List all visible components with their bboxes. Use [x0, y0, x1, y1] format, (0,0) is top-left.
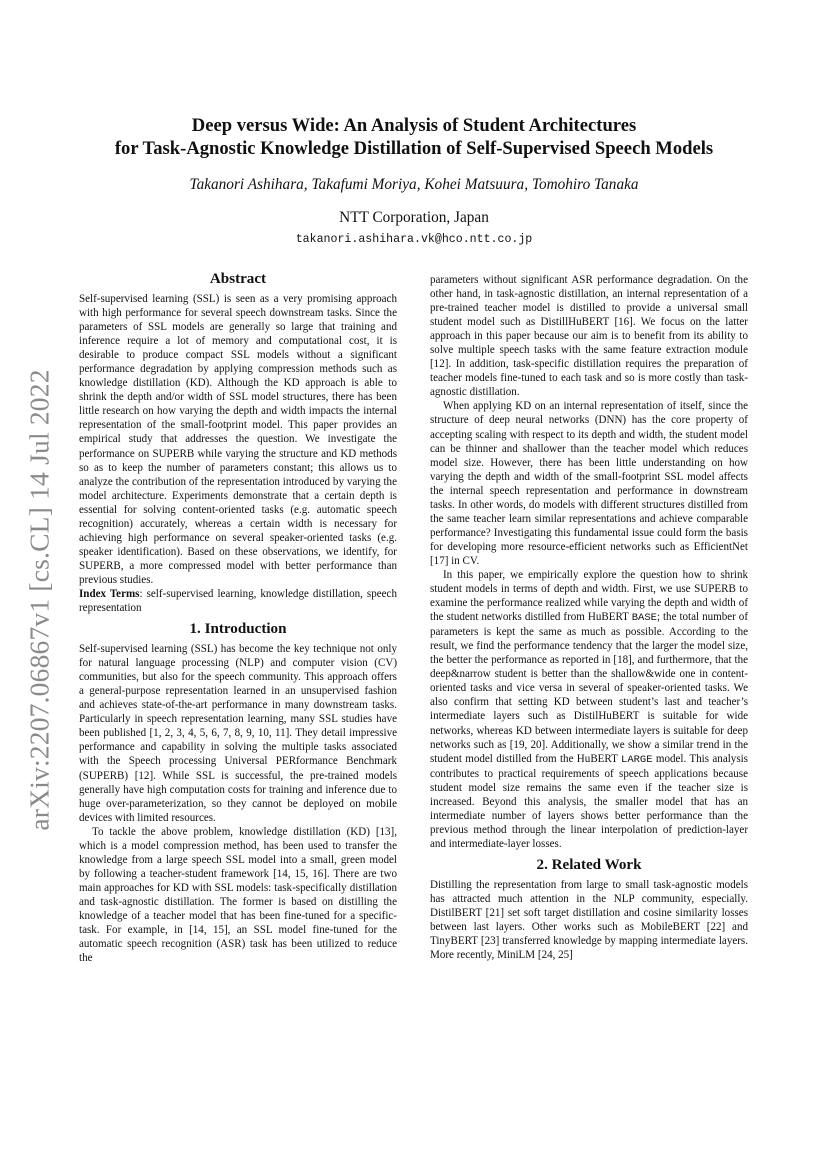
intro-p4-part-a: In this paper, we empirically explore the question how to shrink student models in terms of depth and width. First, we use SUPERB to examine the performance realized while varying the depth and width of the student networks distilled from HuBERT [430, 568, 748, 624]
index-terms-text: : self-supervised learning, knowledge distillation, speech representation [79, 587, 397, 615]
paper-title [80, 114, 748, 160]
related-work-paragraph-1: Distilling the representation from large to small task-agnostic models has attracted much attention in the NLP community, especially. DistilBERT [21] set soft target distillation and cosine similarity losses between last layers. Other works such as MobileBERT [22] and TinyBERT [23] transferred knowledge by mapping intermediate layers. More recently, MiniLM [24, 25] [430, 878, 748, 962]
intro-paragraph-1: Self-supervised learning (SSL) has become the key technique not only for natural language processing (NLP) and computer vision (CV) communities, but also for the speech community. This approach offers a general-purpose representation learned in an unsupervised fashion and achieves state-of-the-art performance in many downstream tasks. Particularly in speech representation learning, many SSL studies have been published [1, 2, 3, 4, 5, 6, 7, 8, 9, 10, 11]. They detail impressive performance and capability in solving the multiple tasks associated with the Speech processing Universal PERformance Benchmark (SUPERB) [12]. While SSL is successful, the pre-trained models generally have high computation costs for training and inference due to huge over-parameterization, so they cannot be deployed on mobile devices with limited resources. [79, 643, 397, 824]
intro-paragraph-2: To tackle the above problem, knowledge distillation (KD) [13], which is a model compression method, has been used to transfer the knowledge from a large speech SSL model into a small, green model by following a teacher-student framework [14, 15, 16]. There are two main approaches for KD with SSL models: task-specifically distillation and task-agnostic distillation. The former is based on distilling the knowledge of a teacher model that has been fine-tuned for a specific-task. For example, in [14, 15], an SSL model fine-tuned for the automatic speech recognition (ASR) task has been utilized to reduce the [79, 825, 397, 965]
author-list: Takanori Ashihara, Takafumi Moriya, Kohei Matsuura, Tomohiro Tanaka [189, 176, 639, 193]
intro-paragraph-4 [430, 568, 748, 851]
hubert-large-label: LARGE [621, 753, 653, 766]
intro-paragraph-3: When applying KD on an internal representation of itself, since the structure of deep neural networks (DNN) has the core property of accepting scaling with respect to its depth and width, the student model can be thinner and shallower than the teacher model which reduces model size. However, there has been little understanding on how varying the depth and width of the small-footprint SSL model affects the internal speech representation and performance in downstream tasks. In other words, do models with different structures distilled from the same teacher learn similar representations and achieve comparable performance? Investigating this fundamental issue could form the basis for developing more resource-efficient networks such as EfficientNet [17] in CV. [430, 400, 748, 567]
intro-p4-part-c: model. This analysis contributes to practical requirements of speech applications because student model size remains the same even if the teacher size is increased. Beyond this analysis, the smaller model that has an intermediate number of layers shows better performance than the previous method through the linear interpolation of prediction-layer and intermediate-layer losses. [430, 752, 748, 850]
right-column [430, 273, 748, 1053]
arxiv-id[interactable]: arXiv:2207.06867v1 [cs.CL] 14 Jul 2022 [24, 369, 55, 831]
index-terms-label: Index Terms [79, 587, 140, 600]
left-column [79, 270, 397, 1050]
author-email[interactable]: takanori.ashihara.vk@hco.ntt.co.jp [295, 233, 533, 246]
title-line-2: for Task-Agnostic Knowledge Distillation of Self-Supervised Speech Models [114, 138, 714, 159]
hubert-base-label: BASE [631, 612, 657, 625]
index-terms [79, 587, 397, 615]
intro-p4-part-b: ; the total number of parameters is kept the same as much as possible. According to the result, we find the performance tendency that the larger the model size, the better the performance as reported in [18], and furthermore, that the deep&narrow student is better than the shallow&wide one in content-oriented tasks and vice versa in several of speaker-oriented tasks. We also confirm that setting KD between student’s last and teacher’s intermediate layers such as DistilHuBERT is suitable for wide networks, whereas KD between intermediate layers is suitable for deep networks such as [19, 20]. Additionally, we show a similar trend in the student model distilled from the HuBERT [430, 611, 748, 765]
title-line-1: Deep versus Wide: An Analysis of Student Architectures [191, 115, 637, 136]
abstract-heading: Abstract [209, 271, 267, 287]
arxiv-stamp [10, 240, 70, 960]
affiliation: NTT Corporation, Japan [339, 209, 489, 226]
introduction-heading: 1. Introduction [189, 621, 287, 638]
intro-paragraph-2-continued: parameters without significant ASR performance degradation. On the other hand, in task-agnostic distillation, an internal representation of a pre-trained teacher model is distilled to provide a universal small student model such as DistillHuBERT [16]. We focus on the latter approach in this paper because our aim is to benefit from its ability to solve multiple speech tasks with the same feature extraction module [12]. In addition, task-specific distillation requires the preparation of teacher models fine-tuned to each task and so is more costly than task-agnostic distillation. [430, 274, 748, 399]
related-work-heading: 2. Related Work [536, 856, 642, 873]
abstract-body: Self-supervised learning (SSL) is seen as a very promising approach with high performance for several speech downstream tasks. Since the parameters of SSL models are generally so large that training and inference require a lot of memory and computational cost, it is desirable to produce compact SSL models without a significant performance degradation by applying compression methods such as knowledge distillation (KD). Although the KD approach is able to shrink the depth and/or width of SSL model structures, there has been little research on how varying the depth and width impacts the internal representation of the small-footprint model. This paper provides an empirical study that addresses the question. We investigate the performance on SUPERB while varying the structure and KD methods so as to keep the number of parameters constant; this allows us to analyze the contribution of the representation introduced by varying the model architecture. Experiments demonstrate that a certain depth is essential for solving content-oriented tasks (e.g. automatic speech recognition) accurately, whereas a certain width is necessary for achieving high performance on several speaker-oriented tasks (e.g. speaker identification). Based on these observations, we identify, for SUPERB, a more compressed model with better performance than previous studies. [79, 293, 397, 586]
